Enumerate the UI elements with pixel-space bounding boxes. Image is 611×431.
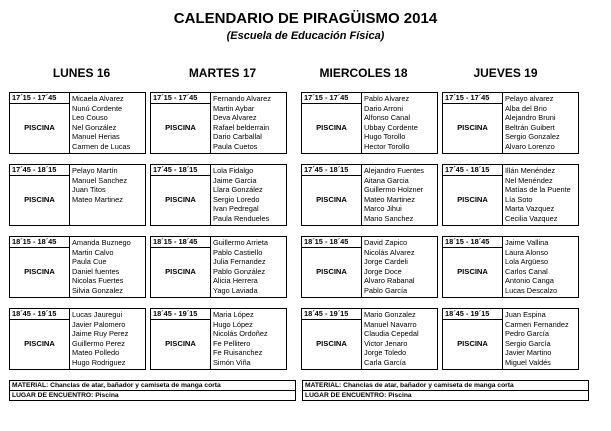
participant-name: Paula Rendueles [213, 213, 270, 223]
location-label: PISCINA [151, 319, 211, 369]
participant-list [70, 309, 146, 370]
participant-name: Matías de la Puente [505, 185, 571, 195]
participant-name: Laura Alonso [505, 247, 549, 257]
participant-name: Dario Arroni [364, 103, 404, 113]
participant-name: Pelayo alvarez [505, 94, 554, 103]
participant-list [211, 237, 287, 298]
participant-name: Jorge Toledo [364, 348, 407, 358]
participant-name: Javier Martino [505, 348, 552, 358]
participant-name: Carla García [364, 357, 406, 367]
location-label: PISCINA [10, 175, 70, 225]
slot-time: 18´15 - 18´45 [10, 237, 70, 248]
slot-table [9, 308, 146, 370]
participant-name: Pablo González [213, 266, 266, 276]
location-label: PISCINA [443, 175, 503, 225]
participant-name: Simón Viña [213, 357, 251, 367]
slot-time: 18´15 - 18´45 [443, 237, 503, 248]
location-label: PISCINA [151, 103, 211, 153]
slot-table [9, 236, 146, 298]
participant-name: Juan Espina [505, 310, 546, 319]
participant-name: Fernando Alvarez [213, 94, 271, 103]
slot-time: 17´15 - 17´45 [10, 93, 70, 104]
slot-table [150, 92, 287, 154]
slot-table [442, 92, 579, 154]
participant-name: Nicolás Ordoñez [213, 329, 268, 339]
participant-name: Nunú Cordente [72, 103, 123, 113]
participant-name: Llara González [213, 185, 263, 195]
participant-name: Mario Gonzalez [364, 310, 416, 319]
participant-name: Lucas Descalzo [505, 285, 558, 295]
participant-name: Yago Laviada [213, 285, 258, 295]
participant-name: Carlos Canal [505, 266, 548, 276]
participant-name: Paula Cue [72, 257, 107, 267]
participant-list [211, 309, 287, 370]
participant-name: Deva Alvarez [213, 113, 257, 123]
slot-time: 18´45 - 19´15 [10, 309, 70, 320]
participant-name: Marta Vazquez [505, 204, 555, 214]
participant-name: Guillermo Perez [72, 338, 125, 348]
slot-table [301, 236, 438, 298]
participant-list [211, 93, 287, 154]
participant-name: Dario Carballal [213, 132, 262, 142]
slot-time: 17´15 - 17´45 [443, 93, 503, 104]
participant-name: Sergio García [505, 338, 551, 348]
location-label: PISCINA [302, 103, 362, 153]
participant-list [70, 93, 146, 154]
footer-box-right [302, 380, 589, 401]
participant-name: Illán Menéndez [505, 166, 556, 175]
participant-name: Alba del Brio [505, 103, 547, 113]
slot-table [9, 92, 146, 154]
participant-name: Juan Titos [72, 185, 106, 195]
participant-name: Rafael belderrain [213, 122, 270, 132]
meeting-place-note: LUGAR DE ENCUENTRO: Piscina [12, 392, 119, 399]
participant-name: Manuel Navarro [364, 319, 417, 329]
participant-name: Pablo Castiello [213, 247, 263, 257]
participant-name: Paula Cuetos [213, 141, 258, 151]
location-label: PISCINA [443, 103, 503, 153]
slot-table [301, 92, 438, 154]
participant-name: Amanda Buznego [72, 238, 131, 247]
participant-list [362, 165, 438, 226]
participant-name [72, 214, 143, 224]
participant-name: Lola Argüeso [505, 257, 549, 267]
participant-name: Victor Jenaro [364, 338, 408, 348]
slot-time: 18´45 - 19´15 [302, 309, 362, 320]
participant-list [211, 165, 287, 226]
participant-name: Julia Fernandez [213, 257, 266, 267]
material-note: MATERIAL: Chanclas de atar, bañador y camiseta de manga corta [303, 381, 588, 391]
participant-name: Alfonso Canal [364, 113, 411, 123]
slot-time: 18´45 - 19´15 [443, 309, 503, 320]
participant-name: Hugo Torollo [364, 132, 406, 142]
location-label: PISCINA [151, 247, 211, 297]
participant-name: Carmen de Lucas [72, 141, 131, 151]
slot-table [442, 236, 579, 298]
location-label: PISCINA [443, 247, 503, 297]
participant-name: Nicolás Alvarez [364, 247, 415, 257]
participant-name: Daniel fuentes [72, 266, 120, 276]
participant-name: Ubbay Cordente [364, 122, 418, 132]
meeting-place-note: LUGAR DE ENCUENTRO: Piscina [305, 392, 412, 399]
participant-list [362, 309, 438, 370]
participant-name: Beltrán Guibert [505, 122, 555, 132]
participant-name: Nel González [72, 122, 117, 132]
participant-name: Maria López [213, 310, 254, 319]
participant-list [503, 309, 579, 370]
participant-name: Mario Sanchez [364, 213, 414, 223]
participant-name: Lola Fidalgo [213, 166, 254, 175]
participant-name: Miguel Valdés [505, 357, 551, 367]
participant-name: Manuel Sanchez [72, 175, 128, 185]
participant-name: Alicia Herrera [213, 276, 258, 286]
slot-time: 17´45 - 18´15 [302, 165, 362, 176]
slot-time: 17´15 - 17´45 [151, 93, 211, 104]
participant-name: Pelayo Martín [72, 166, 118, 175]
participant-name: Javier Palomero [72, 319, 126, 329]
participant-name: Mateo Polledo [72, 348, 120, 358]
participant-name: Micaela Alvarez [72, 94, 124, 103]
day-header-thursday: JUEVES 19 [473, 66, 538, 80]
participant-list [362, 93, 438, 154]
participant-name: Cecilia Vazquez [505, 213, 558, 223]
slot-time: 17´45 - 18´15 [10, 165, 70, 176]
location-label: PISCINA [302, 319, 362, 369]
location-label: PISCINA [10, 247, 70, 297]
participant-name: Mateo Martinez [364, 194, 415, 204]
slot-table [442, 308, 579, 370]
slot-table [150, 236, 287, 298]
slot-time: 17´45 - 18´15 [443, 165, 503, 176]
participant-name: Jorge Cardeli [364, 257, 408, 267]
participant-list [503, 93, 579, 154]
participant-name: Guillermo Arrieta [213, 238, 269, 247]
material-note: MATERIAL: Chanclas de atar, bañador y camiseta de manga corta [10, 381, 295, 391]
slot-table [150, 308, 287, 370]
participant-name: Nel Menéndez [505, 175, 553, 185]
location-label: PISCINA [443, 319, 503, 369]
location-label: PISCINA [302, 247, 362, 297]
participant-name: Jaime Garcia [213, 175, 257, 185]
day-header-monday: LUNES 16 [52, 66, 111, 80]
participant-name: Martin Aybar [213, 103, 255, 113]
participant-name: Nicolas Fuertes [72, 276, 124, 286]
slot-time: 18´15 - 18´45 [302, 237, 362, 248]
participant-name [72, 204, 143, 214]
participant-name: Leo Couso [72, 113, 108, 123]
participant-name: Pablo Alvarez [364, 94, 410, 103]
participant-name: Antonio Canga [505, 276, 554, 286]
participant-name: Hugo Rodriguez [72, 357, 126, 367]
location-label: PISCINA [10, 319, 70, 369]
participant-name: Alvaro Rabanal [364, 276, 415, 286]
slot-table [9, 164, 146, 226]
participant-name: Ivan Pedregal [213, 204, 259, 214]
participant-list [503, 237, 579, 298]
participant-name: Jorge Doce [364, 266, 402, 276]
participant-name: Alejandro Fuentes [364, 166, 424, 175]
slot-time: 17´15 - 17´45 [302, 93, 362, 104]
participant-name: Alvaro Lorenzo [505, 141, 555, 151]
location-label: PISCINA [10, 103, 70, 153]
day-header-tuesday: MARTES 17 [188, 66, 257, 80]
participant-name: Jaime Vallina [505, 238, 549, 247]
participant-name: Lía Soto [505, 194, 533, 204]
participant-name: Jaime Ruy Perez [72, 329, 129, 339]
participant-name: Silvia Gonzalez [72, 285, 123, 295]
participant-name: Alejandro Bruni [505, 113, 556, 123]
day-header-wednesday: MIERCOLES 18 [319, 66, 408, 80]
participant-name: Pablo García [364, 285, 408, 295]
participant-name: Hugo López [213, 319, 253, 329]
slot-time: 17´45 - 18´15 [151, 165, 211, 176]
slot-table [301, 164, 438, 226]
participant-name: Lucas Jauregui [72, 310, 123, 319]
location-label: PISCINA [151, 175, 211, 225]
participant-name: Mateo Martinez [72, 194, 123, 204]
participant-name: Aitana Garcia [364, 175, 409, 185]
slot-table [442, 164, 579, 226]
participant-name: Pedro García [505, 329, 549, 339]
participant-name: Manuel Herias [72, 132, 120, 142]
participant-name: David Zapico [364, 238, 408, 247]
footer-box-left [9, 380, 296, 401]
participant-name: Sergio Gonzalez [505, 132, 560, 142]
participant-name: Sergio Loredo [213, 194, 260, 204]
page-title: CALENDARIO DE PIRAGÜISMO 2014 [173, 10, 438, 27]
participant-name: Marco Jihui [364, 204, 402, 214]
participant-name: Carmen Fernandez [505, 319, 569, 329]
participant-name: Hector Torollo [364, 141, 410, 151]
participant-list [70, 237, 146, 298]
participant-name: Guillermo Holzner [364, 185, 424, 195]
slot-time: 18´15 - 18´45 [151, 237, 211, 248]
page-subtitle: (Escuela de Educación Física) [226, 30, 385, 42]
participant-list [503, 165, 579, 226]
participant-list [362, 237, 438, 298]
participant-name: Fe Pellitero [213, 338, 251, 348]
slot-table [150, 164, 287, 226]
participant-name: Fe Ruisanchez [213, 348, 263, 358]
slot-time: 18´45 - 19´15 [151, 309, 211, 320]
slot-table [301, 308, 438, 370]
participant-list [70, 165, 146, 226]
location-label: PISCINA [302, 175, 362, 225]
participant-name: Martin Calvo [72, 247, 114, 257]
participant-name: Claudia Cepedal [364, 329, 419, 339]
